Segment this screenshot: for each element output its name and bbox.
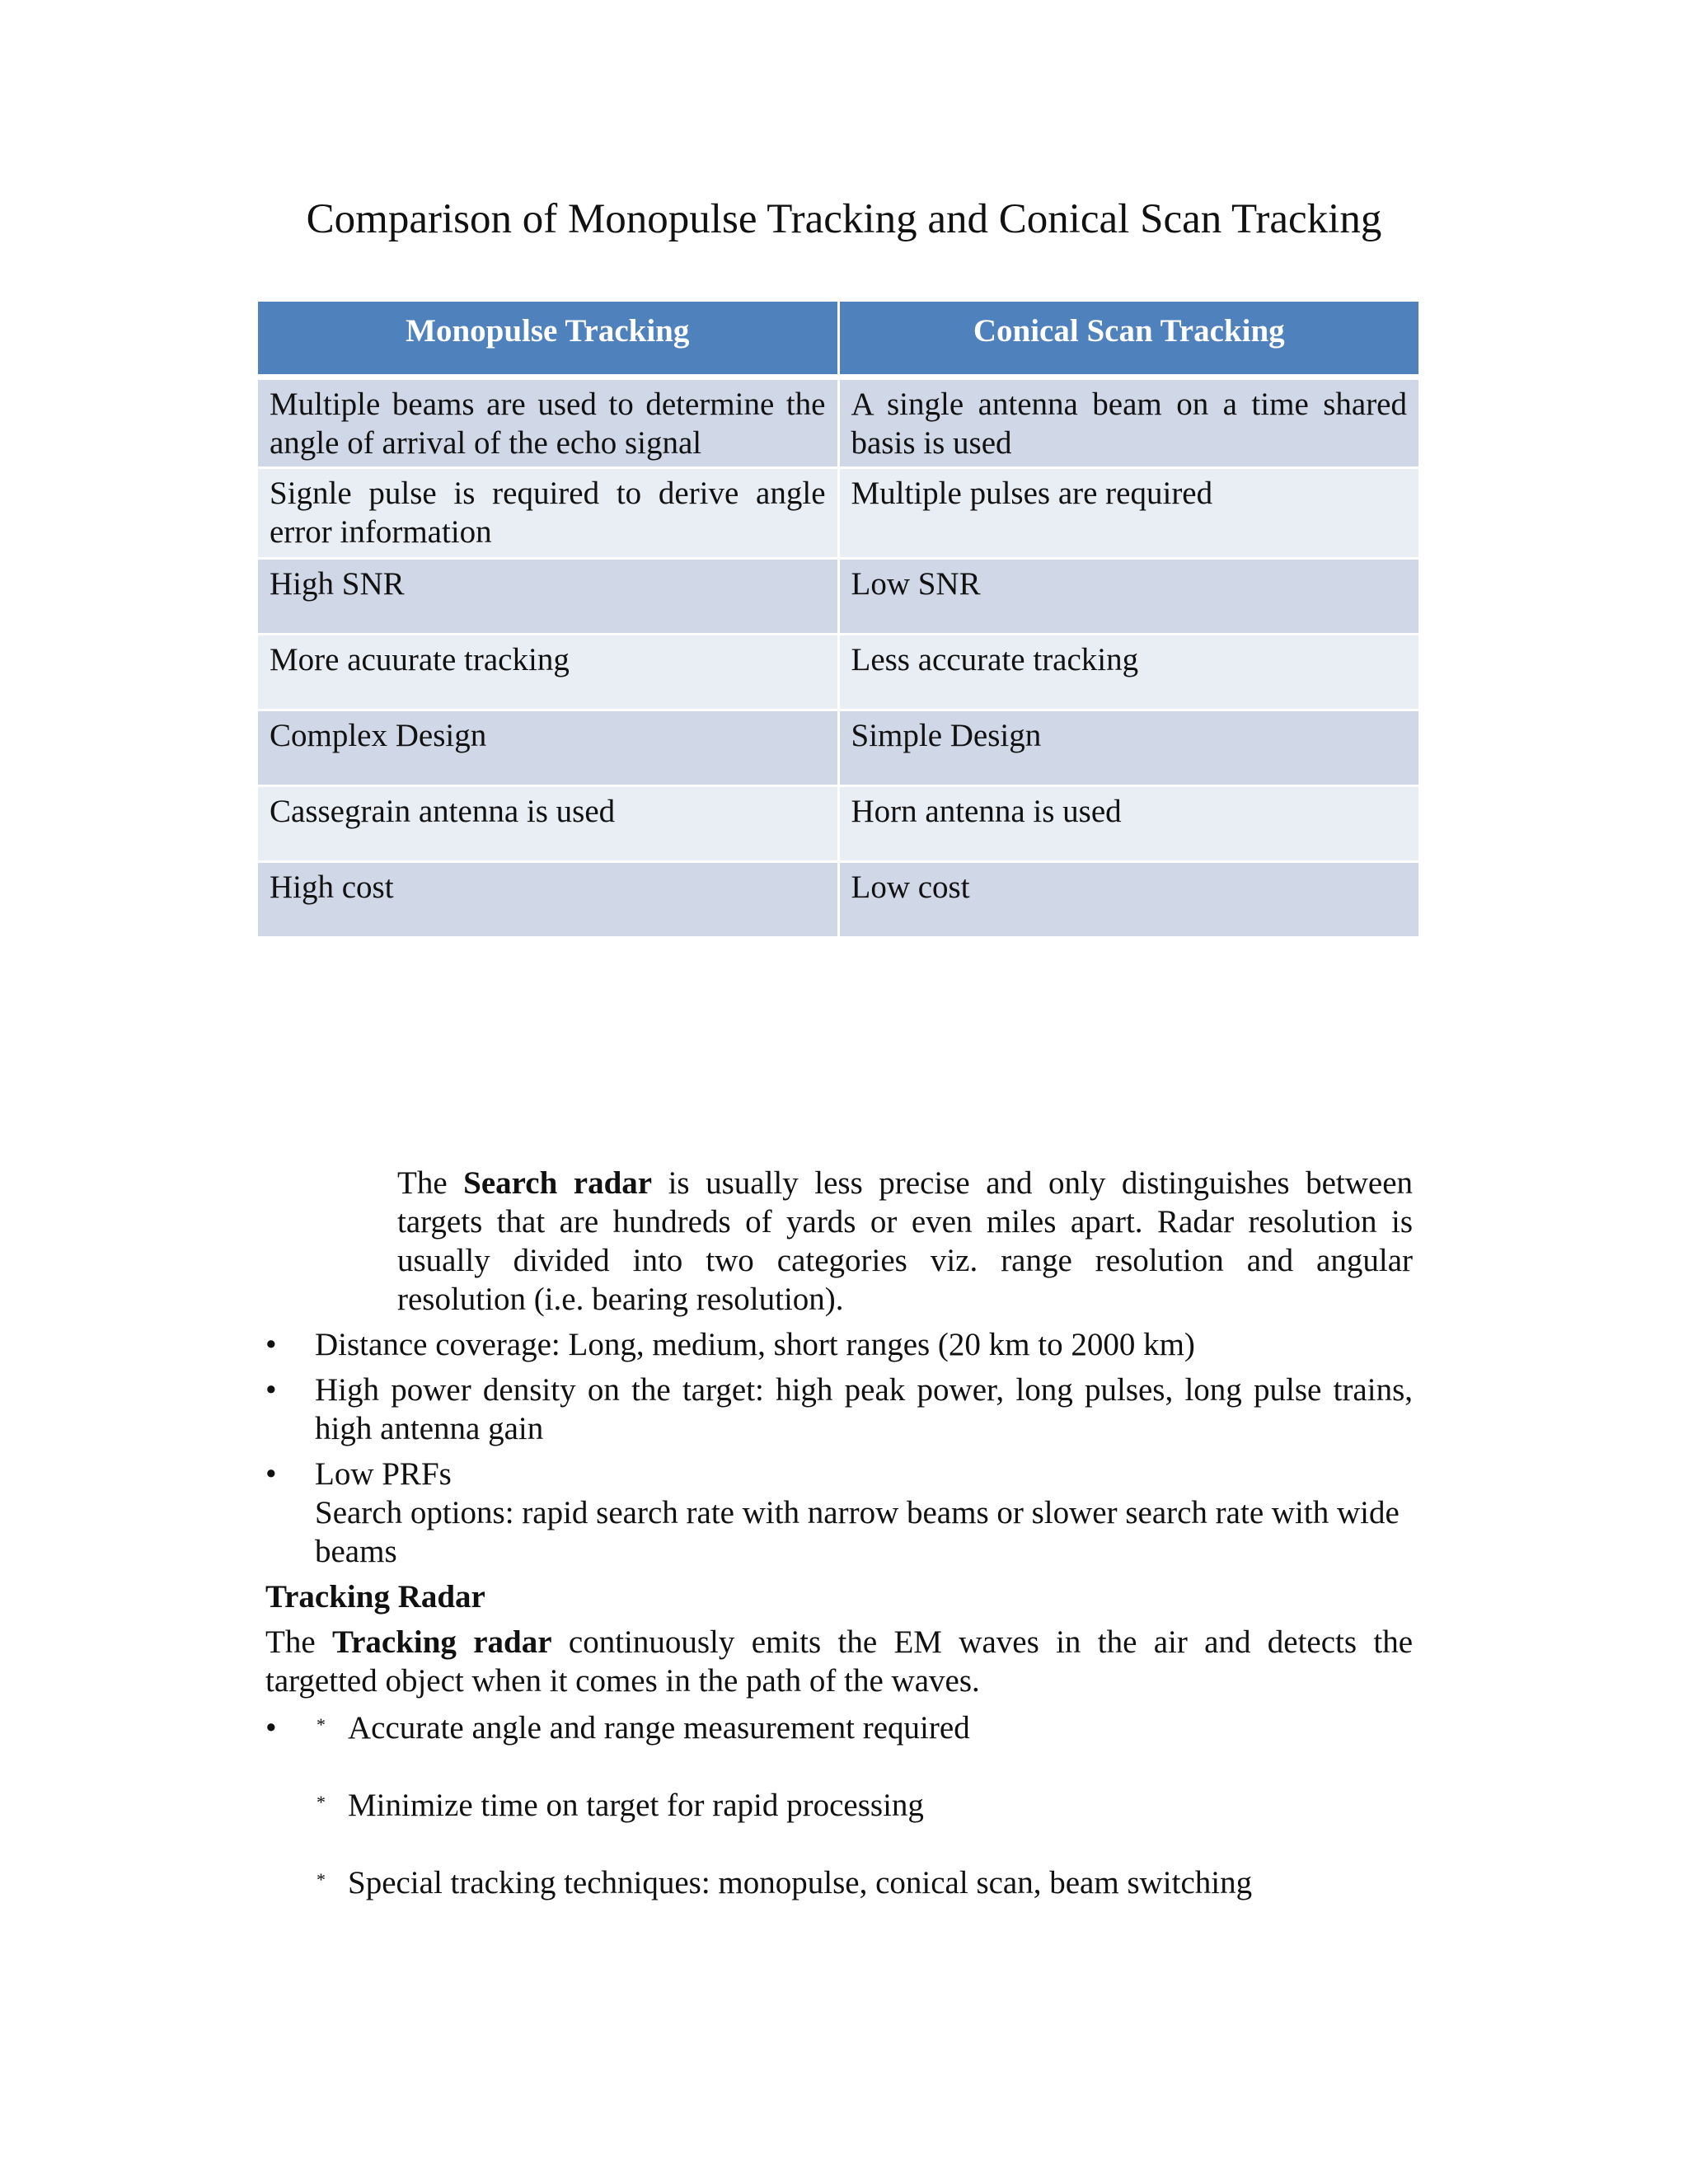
- list-item: • High power density on the target: high peak power, long pulses, long pulse trains, high antenna gain: [265, 1372, 1413, 1446]
- table-cell-monopulse: Complex Design: [258, 710, 838, 785]
- table-cell-monopulse: More acuurate tracking: [258, 634, 838, 710]
- tracking-radar-heading: Tracking Radar: [265, 1579, 485, 1615]
- list-item: • Low PRFs Search options: rapid search rate with narrow beams or slower search rate with wide beams: [265, 1455, 1413, 1571]
- table-row: [258, 634, 1418, 710]
- bullet-icon: •: [265, 1456, 277, 1492]
- search-options-text: Search options: rapid search rate with narrow beams or slower search rate with wide beams: [315, 1495, 1400, 1569]
- table-cell-conical: Simple Design: [838, 710, 1418, 785]
- table-row: [258, 861, 1418, 937]
- list-item: • * Accurate angle and range measurement required: [265, 1708, 1413, 1747]
- table-cell-conical: Horn antenna is used: [838, 785, 1418, 861]
- comparison-table: [258, 302, 1418, 939]
- asterisk-icon: *: [316, 1714, 326, 1735]
- table-cell-monopulse: Cassegrain antenna is used: [258, 785, 838, 861]
- table-row: [258, 467, 1418, 558]
- table-cell-conical: Low cost: [838, 861, 1418, 937]
- table-cell-conical: Multiple pulses are required: [838, 467, 1418, 558]
- table-cell-monopulse: Multiple beams are used to determine the angle of arrival of the echo signal: [258, 377, 838, 467]
- table-cell-conical: A single antenna beam on a time shared basis is used: [838, 377, 1418, 467]
- header-monopulse: Monopulse Tracking: [258, 302, 838, 377]
- list-item: * Special tracking techniques: monopulse, conical scan, beam switching: [265, 1863, 1413, 1902]
- table-cell-monopulse: High SNR: [258, 558, 838, 634]
- table-row: [258, 710, 1418, 785]
- list-item: * Minimize time on target for rapid processing: [265, 1786, 1413, 1825]
- table-cell-conical: Low SNR: [838, 558, 1418, 634]
- search-radar-paragraph: The Search radar is usually less precise and only distinguishes between targets that are hundreds of yards or even miles apart. Radar resolution is usually divided into two categories viz. range resolution and angular resolution (i.e. bearing resolution).: [397, 1165, 1413, 1317]
- tracking-radar-paragraph: The Tracking radar continuously emits the EM waves in the air and detects the targetted object when it comes in the path of the waves.: [265, 1624, 1414, 1699]
- bullet-icon: •: [265, 1710, 277, 1746]
- table-header-row: [258, 302, 1418, 377]
- asterisk-icon: *: [316, 1792, 326, 1812]
- table-row: [258, 785, 1418, 861]
- table-cell-conical: Less accurate tracking: [838, 634, 1418, 710]
- search-radar-term: Search radar: [463, 1165, 653, 1201]
- bullet-icon: •: [265, 1372, 277, 1408]
- tracking-radar-term: Tracking radar: [331, 1624, 552, 1660]
- table-row: [258, 558, 1418, 634]
- list-item: • Distance coverage: Long, medium, short ranges (20 km to 2000 km): [265, 1327, 1195, 1362]
- header-conical-scan: Conical Scan Tracking: [838, 302, 1418, 377]
- table-cell-monopulse: High cost: [258, 861, 838, 937]
- table-cell-monopulse: Signle pulse is required to derive angle error information: [258, 467, 838, 558]
- table-row: [258, 377, 1418, 467]
- bullet-icon: •: [265, 1327, 277, 1362]
- asterisk-icon: *: [316, 1869, 326, 1890]
- search-radar-section: [265, 1164, 1413, 1902]
- page-title: Comparison of Monopulse Tracking and Conical Scan Tracking: [306, 196, 1382, 242]
